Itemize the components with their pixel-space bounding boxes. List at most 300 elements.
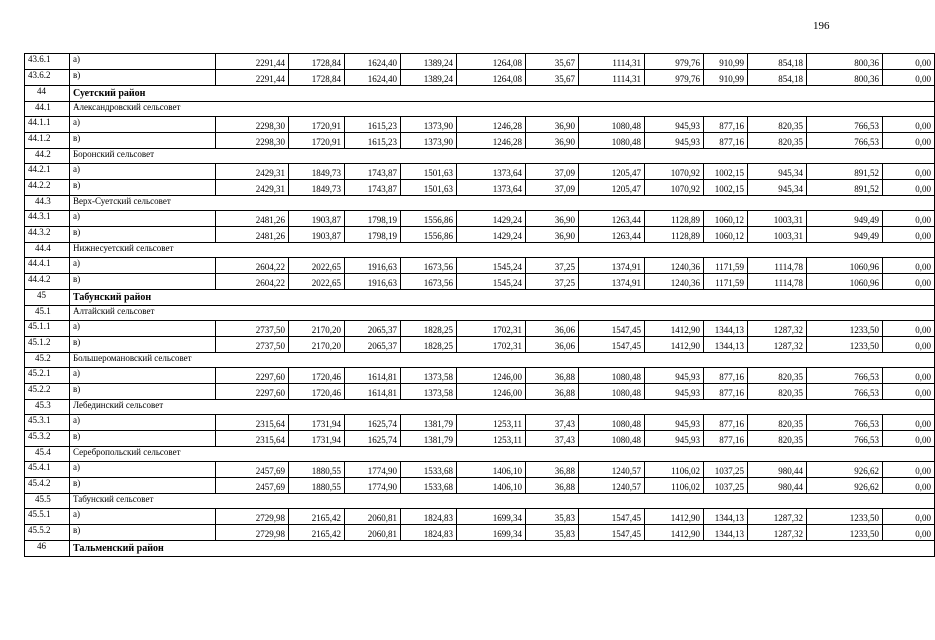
value-cell: 2165,42 bbox=[289, 525, 345, 541]
row-code: 45.1.2 bbox=[25, 337, 70, 353]
value-cell: 1547,45 bbox=[579, 509, 645, 525]
row-label: а) bbox=[70, 415, 216, 431]
row-code: 43.6.2 bbox=[25, 70, 70, 86]
value-cell: 877,16 bbox=[704, 117, 748, 133]
value-cell: 945,93 bbox=[645, 117, 704, 133]
value-cell: 1344,13 bbox=[704, 321, 748, 337]
row-label: в) bbox=[70, 431, 216, 447]
row-code: 44.2.1 bbox=[25, 164, 70, 180]
value-cell: 1389,24 bbox=[401, 70, 457, 86]
value-cell: 36,90 bbox=[526, 133, 579, 149]
value-cell: 1344,13 bbox=[704, 509, 748, 525]
value-cell: 2065,37 bbox=[345, 337, 401, 353]
value-cell: 1699,34 bbox=[457, 525, 526, 541]
value-cell: 877,16 bbox=[704, 431, 748, 447]
council-name: Большеромановский сельсовет bbox=[70, 353, 935, 368]
value-cell: 36,90 bbox=[526, 211, 579, 227]
value-cell: 0,00 bbox=[883, 164, 935, 180]
row-label: в) bbox=[70, 70, 216, 86]
page-number: 196 bbox=[813, 20, 830, 32]
value-cell: 37,25 bbox=[526, 274, 579, 290]
value-cell: 37,43 bbox=[526, 415, 579, 431]
value-cell: 1114,31 bbox=[579, 70, 645, 86]
value-cell: 1824,83 bbox=[401, 525, 457, 541]
value-cell: 1246,00 bbox=[457, 368, 526, 384]
council-header-row bbox=[25, 243, 935, 258]
row-code: 45.3.2 bbox=[25, 431, 70, 447]
value-cell: 1373,58 bbox=[401, 384, 457, 400]
value-cell: 800,36 bbox=[807, 54, 883, 70]
value-cell: 2481,26 bbox=[216, 211, 289, 227]
table-row bbox=[25, 180, 935, 196]
value-cell: 2022,65 bbox=[289, 274, 345, 290]
value-cell: 35,83 bbox=[526, 509, 579, 525]
council-header-row bbox=[25, 494, 935, 509]
value-cell: 2729,98 bbox=[216, 509, 289, 525]
value-cell: 800,36 bbox=[807, 70, 883, 86]
district-name: Табунский район bbox=[70, 290, 935, 306]
value-cell: 1080,48 bbox=[579, 431, 645, 447]
table-row bbox=[25, 227, 935, 243]
value-cell: 945,93 bbox=[645, 415, 704, 431]
value-cell: 1412,90 bbox=[645, 321, 704, 337]
value-cell: 766,53 bbox=[807, 117, 883, 133]
value-cell: 1287,32 bbox=[748, 509, 807, 525]
row-code: 44.1 bbox=[25, 102, 70, 117]
value-cell: 1547,45 bbox=[579, 321, 645, 337]
value-cell: 1702,31 bbox=[457, 337, 526, 353]
value-cell: 1080,48 bbox=[579, 415, 645, 431]
value-cell: 1080,48 bbox=[579, 384, 645, 400]
value-cell: 1240,57 bbox=[579, 462, 645, 478]
value-cell: 1060,12 bbox=[704, 211, 748, 227]
table-row bbox=[25, 54, 935, 70]
value-cell: 1253,11 bbox=[457, 415, 526, 431]
value-cell: 35,67 bbox=[526, 70, 579, 86]
row-code: 45.4 bbox=[25, 447, 70, 462]
row-code: 45.5 bbox=[25, 494, 70, 509]
row-code: 44.1.2 bbox=[25, 133, 70, 149]
district-header-row bbox=[25, 290, 935, 306]
table-row bbox=[25, 478, 935, 494]
value-cell: 1246,28 bbox=[457, 117, 526, 133]
value-cell: 1429,24 bbox=[457, 227, 526, 243]
table-row bbox=[25, 431, 935, 447]
value-cell: 945,93 bbox=[645, 368, 704, 384]
value-cell: 926,62 bbox=[807, 478, 883, 494]
value-cell: 2737,50 bbox=[216, 337, 289, 353]
district-header-row bbox=[25, 86, 935, 102]
value-cell: 37,43 bbox=[526, 431, 579, 447]
table-row bbox=[25, 509, 935, 525]
value-cell: 1774,90 bbox=[345, 462, 401, 478]
value-cell: 1205,47 bbox=[579, 180, 645, 196]
council-header-row bbox=[25, 447, 935, 462]
value-cell: 2729,98 bbox=[216, 525, 289, 541]
value-cell: 1264,08 bbox=[457, 54, 526, 70]
value-cell: 1070,92 bbox=[645, 180, 704, 196]
value-cell: 1233,50 bbox=[807, 509, 883, 525]
row-label: а) bbox=[70, 117, 216, 133]
table-row bbox=[25, 258, 935, 274]
value-cell: 820,35 bbox=[748, 431, 807, 447]
tariff-table bbox=[24, 53, 935, 557]
value-cell: 877,16 bbox=[704, 415, 748, 431]
value-cell: 1828,25 bbox=[401, 321, 457, 337]
value-cell: 1774,90 bbox=[345, 478, 401, 494]
value-cell: 1501,63 bbox=[401, 180, 457, 196]
value-cell: 877,16 bbox=[704, 133, 748, 149]
value-cell: 2429,31 bbox=[216, 164, 289, 180]
value-cell: 1373,64 bbox=[457, 180, 526, 196]
value-cell: 2604,22 bbox=[216, 274, 289, 290]
value-cell: 36,88 bbox=[526, 368, 579, 384]
value-cell: 1824,83 bbox=[401, 509, 457, 525]
value-cell: 877,16 bbox=[704, 368, 748, 384]
value-cell: 1233,50 bbox=[807, 525, 883, 541]
row-code: 44.4.2 bbox=[25, 274, 70, 290]
row-code: 44.1.1 bbox=[25, 117, 70, 133]
value-cell: 1429,24 bbox=[457, 211, 526, 227]
value-cell: 1412,90 bbox=[645, 509, 704, 525]
value-cell: 945,93 bbox=[645, 384, 704, 400]
value-cell: 910,99 bbox=[704, 70, 748, 86]
value-cell: 1106,02 bbox=[645, 462, 704, 478]
value-cell: 1070,92 bbox=[645, 164, 704, 180]
value-cell: 1373,90 bbox=[401, 133, 457, 149]
value-cell: 891,52 bbox=[807, 180, 883, 196]
council-name: Нижнесуетский сельсовет bbox=[70, 243, 935, 258]
value-cell: 1080,48 bbox=[579, 133, 645, 149]
value-cell: 1344,13 bbox=[704, 525, 748, 541]
council-name: Алтайский сельсовет bbox=[70, 306, 935, 321]
value-cell: 2297,60 bbox=[216, 384, 289, 400]
value-cell: 1389,24 bbox=[401, 54, 457, 70]
value-cell: 1828,25 bbox=[401, 337, 457, 353]
value-cell: 2457,69 bbox=[216, 462, 289, 478]
value-cell: 1547,45 bbox=[579, 337, 645, 353]
value-cell: 36,90 bbox=[526, 227, 579, 243]
row-code: 44.2.2 bbox=[25, 180, 70, 196]
table-row bbox=[25, 117, 935, 133]
row-label: а) bbox=[70, 321, 216, 337]
value-cell: 1374,91 bbox=[579, 258, 645, 274]
council-name: Александровский сельсовет bbox=[70, 102, 935, 117]
value-cell: 980,44 bbox=[748, 462, 807, 478]
value-cell: 1373,64 bbox=[457, 164, 526, 180]
value-cell: 1743,87 bbox=[345, 164, 401, 180]
value-cell: 1720,46 bbox=[289, 368, 345, 384]
value-cell: 0,00 bbox=[883, 321, 935, 337]
value-cell: 1128,89 bbox=[645, 211, 704, 227]
council-header-row bbox=[25, 196, 935, 211]
value-cell: 36,06 bbox=[526, 337, 579, 353]
value-cell: 1699,34 bbox=[457, 509, 526, 525]
row-label: в) bbox=[70, 227, 216, 243]
value-cell: 1114,78 bbox=[748, 274, 807, 290]
row-label: в) bbox=[70, 525, 216, 541]
row-code: 45.2 bbox=[25, 353, 70, 368]
council-name: Боронский сельсовет bbox=[70, 149, 935, 164]
value-cell: 1731,94 bbox=[289, 431, 345, 447]
table-row bbox=[25, 462, 935, 478]
value-cell: 1003,31 bbox=[748, 211, 807, 227]
row-label: в) bbox=[70, 180, 216, 196]
value-cell: 0,00 bbox=[883, 54, 935, 70]
value-cell: 1849,73 bbox=[289, 180, 345, 196]
value-cell: 1246,28 bbox=[457, 133, 526, 149]
council-header-row bbox=[25, 306, 935, 321]
value-cell: 1114,31 bbox=[579, 54, 645, 70]
row-label: в) bbox=[70, 337, 216, 353]
value-cell: 1106,02 bbox=[645, 478, 704, 494]
value-cell: 2291,44 bbox=[216, 54, 289, 70]
value-cell: 1264,08 bbox=[457, 70, 526, 86]
row-code: 45.4.2 bbox=[25, 478, 70, 494]
value-cell: 1233,50 bbox=[807, 337, 883, 353]
value-cell: 1205,47 bbox=[579, 164, 645, 180]
value-cell: 1798,19 bbox=[345, 211, 401, 227]
value-cell: 1263,44 bbox=[579, 227, 645, 243]
table-row bbox=[25, 415, 935, 431]
value-cell: 1287,32 bbox=[748, 321, 807, 337]
district-header-row bbox=[25, 541, 935, 557]
value-cell: 1728,84 bbox=[289, 54, 345, 70]
value-cell: 0,00 bbox=[883, 462, 935, 478]
value-cell: 2060,81 bbox=[345, 525, 401, 541]
table-row bbox=[25, 525, 935, 541]
row-code: 45.1.1 bbox=[25, 321, 70, 337]
value-cell: 1624,40 bbox=[345, 54, 401, 70]
value-cell: 1545,24 bbox=[457, 274, 526, 290]
council-header-row bbox=[25, 400, 935, 415]
value-cell: 1240,57 bbox=[579, 478, 645, 494]
value-cell: 0,00 bbox=[883, 509, 935, 525]
value-cell: 2170,20 bbox=[289, 321, 345, 337]
value-cell: 1240,36 bbox=[645, 274, 704, 290]
value-cell: 1916,63 bbox=[345, 258, 401, 274]
value-cell: 1880,55 bbox=[289, 478, 345, 494]
value-cell: 1412,90 bbox=[645, 525, 704, 541]
row-code: 45.2.2 bbox=[25, 384, 70, 400]
row-code: 46 bbox=[25, 541, 70, 557]
table-row bbox=[25, 321, 935, 337]
row-label: а) bbox=[70, 211, 216, 227]
value-cell: 0,00 bbox=[883, 415, 935, 431]
value-cell: 1673,56 bbox=[401, 274, 457, 290]
value-cell: 1037,25 bbox=[704, 478, 748, 494]
value-cell: 1547,45 bbox=[579, 525, 645, 541]
value-cell: 35,67 bbox=[526, 54, 579, 70]
row-code: 44.3.2 bbox=[25, 227, 70, 243]
row-code: 44.3 bbox=[25, 196, 70, 211]
table-row bbox=[25, 274, 935, 290]
row-label: а) bbox=[70, 368, 216, 384]
table-row bbox=[25, 384, 935, 400]
value-cell: 854,18 bbox=[748, 54, 807, 70]
value-cell: 1702,31 bbox=[457, 321, 526, 337]
value-cell: 1171,59 bbox=[704, 258, 748, 274]
row-label: а) bbox=[70, 164, 216, 180]
value-cell: 1916,63 bbox=[345, 274, 401, 290]
value-cell: 820,35 bbox=[748, 117, 807, 133]
value-cell: 37,09 bbox=[526, 180, 579, 196]
value-cell: 1002,15 bbox=[704, 180, 748, 196]
district-name: Тальменский район bbox=[70, 541, 935, 557]
value-cell: 0,00 bbox=[883, 117, 935, 133]
value-cell: 877,16 bbox=[704, 384, 748, 400]
value-cell: 2291,44 bbox=[216, 70, 289, 86]
value-cell: 1373,90 bbox=[401, 117, 457, 133]
value-cell: 1240,36 bbox=[645, 258, 704, 274]
value-cell: 1412,90 bbox=[645, 337, 704, 353]
value-cell: 0,00 bbox=[883, 478, 935, 494]
value-cell: 36,88 bbox=[526, 384, 579, 400]
value-cell: 1501,63 bbox=[401, 164, 457, 180]
row-code: 45.4.1 bbox=[25, 462, 70, 478]
value-cell: 1880,55 bbox=[289, 462, 345, 478]
value-cell: 2737,50 bbox=[216, 321, 289, 337]
value-cell: 1903,87 bbox=[289, 211, 345, 227]
row-code: 44.4.1 bbox=[25, 258, 70, 274]
council-name: Табунский сельсовет bbox=[70, 494, 935, 509]
value-cell: 766,53 bbox=[807, 431, 883, 447]
value-cell: 910,99 bbox=[704, 54, 748, 70]
row-label: а) bbox=[70, 258, 216, 274]
value-cell: 2060,81 bbox=[345, 509, 401, 525]
row-code: 45.3.1 bbox=[25, 415, 70, 431]
row-code: 44.3.1 bbox=[25, 211, 70, 227]
value-cell: 945,93 bbox=[645, 133, 704, 149]
council-header-row bbox=[25, 149, 935, 164]
value-cell: 1614,81 bbox=[345, 368, 401, 384]
value-cell: 1728,84 bbox=[289, 70, 345, 86]
row-code: 45 bbox=[25, 290, 70, 306]
council-name: Верх-Суетский сельсовет bbox=[70, 196, 935, 211]
value-cell: 1233,50 bbox=[807, 321, 883, 337]
row-label: в) bbox=[70, 274, 216, 290]
value-cell: 1374,91 bbox=[579, 274, 645, 290]
row-label: а) bbox=[70, 509, 216, 525]
value-cell: 2457,69 bbox=[216, 478, 289, 494]
value-cell: 1246,00 bbox=[457, 384, 526, 400]
value-cell: 980,44 bbox=[748, 478, 807, 494]
value-cell: 1060,96 bbox=[807, 258, 883, 274]
value-cell: 0,00 bbox=[883, 180, 935, 196]
value-cell: 766,53 bbox=[807, 384, 883, 400]
value-cell: 1624,40 bbox=[345, 70, 401, 86]
district-name: Суетский район bbox=[70, 86, 935, 102]
value-cell: 1625,74 bbox=[345, 431, 401, 447]
value-cell: 2065,37 bbox=[345, 321, 401, 337]
value-cell: 0,00 bbox=[883, 337, 935, 353]
value-cell: 1849,73 bbox=[289, 164, 345, 180]
table-row bbox=[25, 337, 935, 353]
value-cell: 1287,32 bbox=[748, 525, 807, 541]
value-cell: 979,76 bbox=[645, 54, 704, 70]
value-cell: 1625,74 bbox=[345, 415, 401, 431]
value-cell: 0,00 bbox=[883, 258, 935, 274]
value-cell: 0,00 bbox=[883, 525, 935, 541]
value-cell: 0,00 bbox=[883, 227, 935, 243]
value-cell: 1373,58 bbox=[401, 368, 457, 384]
row-code: 45.1 bbox=[25, 306, 70, 321]
value-cell: 1406,10 bbox=[457, 462, 526, 478]
value-cell: 1381,79 bbox=[401, 415, 457, 431]
value-cell: 36,88 bbox=[526, 462, 579, 478]
value-cell: 1263,44 bbox=[579, 211, 645, 227]
value-cell: 36,06 bbox=[526, 321, 579, 337]
row-code: 45.2.1 bbox=[25, 368, 70, 384]
value-cell: 1533,68 bbox=[401, 478, 457, 494]
value-cell: 0,00 bbox=[883, 211, 935, 227]
table-row bbox=[25, 211, 935, 227]
row-code: 44.2 bbox=[25, 149, 70, 164]
value-cell: 1798,19 bbox=[345, 227, 401, 243]
row-label: в) bbox=[70, 384, 216, 400]
value-cell: 2170,20 bbox=[289, 337, 345, 353]
value-cell: 0,00 bbox=[883, 368, 935, 384]
table-row bbox=[25, 164, 935, 180]
row-code: 45.5.1 bbox=[25, 509, 70, 525]
value-cell: 1003,31 bbox=[748, 227, 807, 243]
value-cell: 0,00 bbox=[883, 384, 935, 400]
value-cell: 1615,23 bbox=[345, 117, 401, 133]
row-label: в) bbox=[70, 133, 216, 149]
row-code: 44 bbox=[25, 86, 70, 102]
value-cell: 1615,23 bbox=[345, 133, 401, 149]
value-cell: 36,88 bbox=[526, 478, 579, 494]
value-cell: 37,09 bbox=[526, 164, 579, 180]
value-cell: 891,52 bbox=[807, 164, 883, 180]
value-cell: 945,34 bbox=[748, 180, 807, 196]
value-cell: 2022,65 bbox=[289, 258, 345, 274]
value-cell: 1253,11 bbox=[457, 431, 526, 447]
value-cell: 820,35 bbox=[748, 133, 807, 149]
value-cell: 1080,48 bbox=[579, 368, 645, 384]
value-cell: 945,34 bbox=[748, 164, 807, 180]
value-cell: 0,00 bbox=[883, 70, 935, 86]
value-cell: 1114,78 bbox=[748, 258, 807, 274]
value-cell: 979,76 bbox=[645, 70, 704, 86]
council-header-row bbox=[25, 102, 935, 117]
value-cell: 2315,64 bbox=[216, 431, 289, 447]
value-cell: 945,93 bbox=[645, 431, 704, 447]
council-name: Лебединский сельсовет bbox=[70, 400, 935, 415]
value-cell: 1060,12 bbox=[704, 227, 748, 243]
value-cell: 1344,13 bbox=[704, 337, 748, 353]
value-cell: 1720,91 bbox=[289, 117, 345, 133]
row-code: 44.4 bbox=[25, 243, 70, 258]
row-label: а) bbox=[70, 462, 216, 478]
value-cell: 1903,87 bbox=[289, 227, 345, 243]
row-code: 45.5.2 bbox=[25, 525, 70, 541]
value-cell: 2429,31 bbox=[216, 180, 289, 196]
value-cell: 2165,42 bbox=[289, 509, 345, 525]
value-cell: 1614,81 bbox=[345, 384, 401, 400]
value-cell: 2481,26 bbox=[216, 227, 289, 243]
value-cell: 1060,96 bbox=[807, 274, 883, 290]
value-cell: 2298,30 bbox=[216, 133, 289, 149]
value-cell: 949,49 bbox=[807, 211, 883, 227]
value-cell: 0,00 bbox=[883, 431, 935, 447]
value-cell: 1673,56 bbox=[401, 258, 457, 274]
value-cell: 1720,46 bbox=[289, 384, 345, 400]
council-name: Серебропольский сельсовет bbox=[70, 447, 935, 462]
row-code: 45.3 bbox=[25, 400, 70, 415]
value-cell: 1128,89 bbox=[645, 227, 704, 243]
value-cell: 949,49 bbox=[807, 227, 883, 243]
